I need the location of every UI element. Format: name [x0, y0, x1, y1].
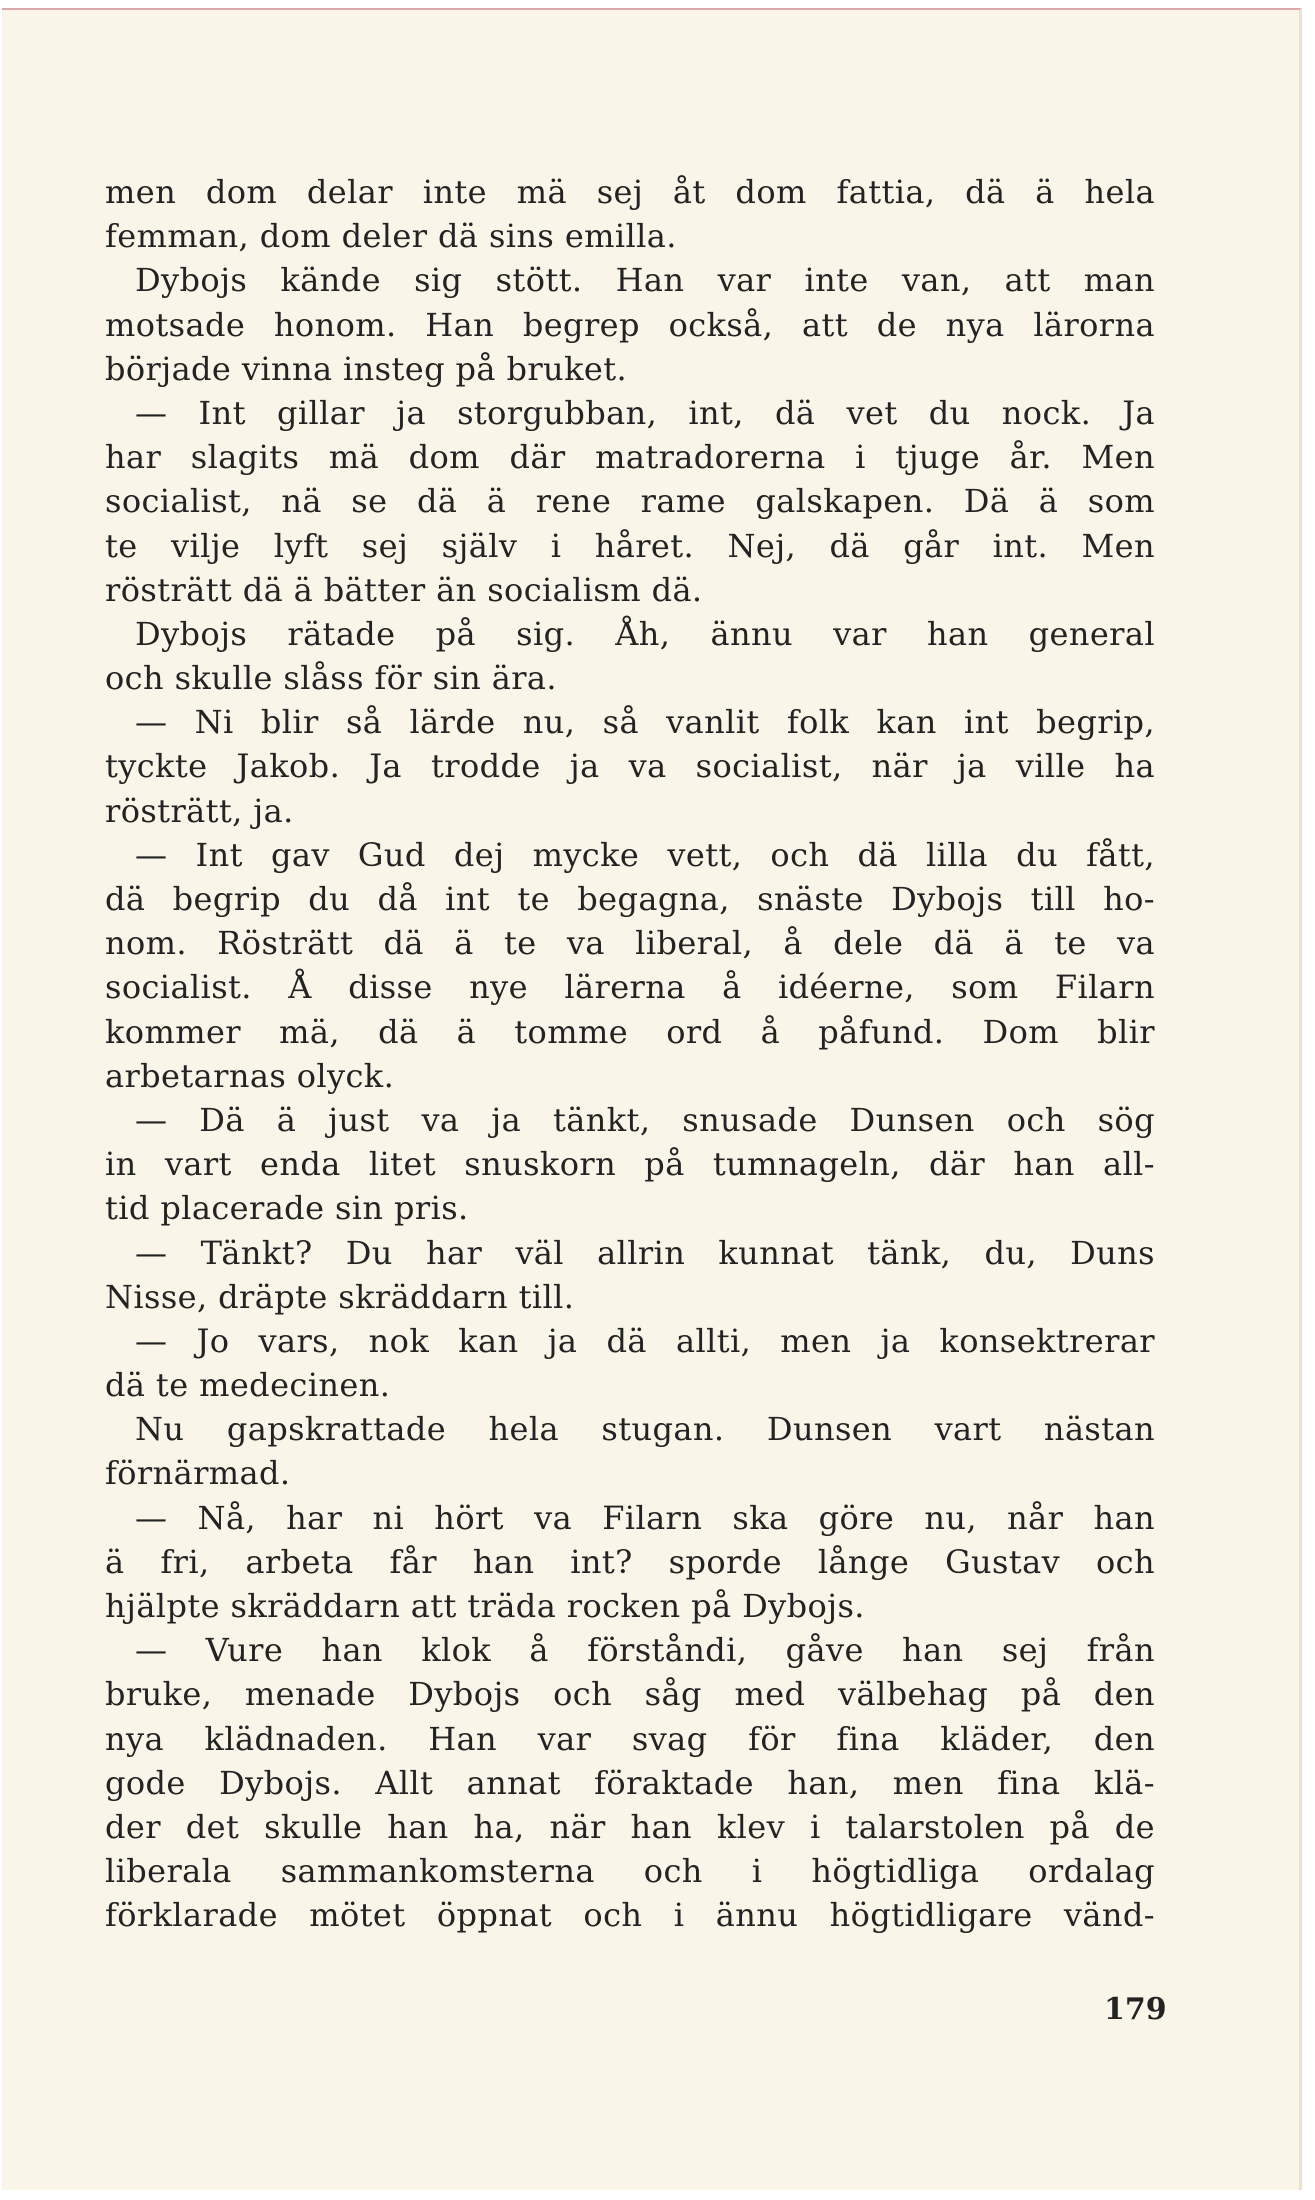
text-line: — Ni blir så lärde nu, så vanlit folk kan int begrip, — [135, 703, 1155, 742]
text-line: tid placerade sin pris. — [105, 1189, 469, 1228]
text-line: dä begrip du då int te begagna, snäste Dybojs till ho- — [105, 880, 1155, 918]
text-line: började vinna insteg på bruket. — [105, 349, 628, 388]
text-line: femman, dom deler dä sins emilla. — [105, 217, 677, 256]
text-line: har slagits mä dom där matradorerna i tjuge år. Men — [105, 438, 1155, 477]
text-line: — Jo vars, nok kan ja dä allti, men ja konsektrerar — [135, 1321, 1155, 1360]
text-line: — Int gav Gud dej mycke vett, och dä lilla du fått, — [135, 835, 1155, 874]
text-line: te vilje lyft sej själv i håret. Nej, dä går int. Men — [105, 526, 1155, 565]
text-line: Nisse, dräpte skräddarn till. — [105, 1277, 575, 1316]
text-line: socialist. Å disse nye lärerna å idéerne, som Filarn — [105, 968, 1155, 1007]
text-line: liberala sammankomsterna och i högtidliga ordalag — [105, 1852, 1155, 1891]
text-line: — Tänkt? Du har väl allrin kunnat tänk, du, Duns — [135, 1233, 1155, 1272]
text-line: — Int gillar ja storgubban, int, dä vet du nock. Ja — [135, 393, 1155, 432]
text-line: — Dä ä just va ja tänkt, snusade Dunsen och sög — [135, 1100, 1155, 1139]
text-line: rösträtt, ja. — [105, 791, 294, 830]
text-line: kommer mä, dä ä tomme ord å påfund. Dom blir — [105, 1012, 1155, 1051]
text-line: Dybojs kände sig stött. Han var inte van, att man — [135, 261, 1155, 300]
page-number: 179 — [1104, 1992, 1167, 2027]
text-line: nya klädnaden. Han var svag för fina kläder, den — [105, 1719, 1155, 1758]
text-line: tyckte Jakob. Ja trodde ja va socialist, när ja ville ha — [105, 747, 1155, 786]
text-line: förklarade mötet öppnat och i ännu högtidligare vänd- — [105, 1896, 1155, 1935]
text-line: nom. Rösträtt dä ä te va liberal, å dele dä ä te va — [105, 924, 1155, 963]
text-line: in vart enda litet snuskorn på tumnageln, där han all- — [105, 1145, 1155, 1184]
text-line: hjälpte skräddarn att träda rocken på Dybojs. — [105, 1587, 865, 1625]
text-line: ä fri, arbeta får han int? sporde långe Gustav och — [105, 1542, 1155, 1581]
text-line: arbetarnas olyck. — [105, 1056, 395, 1095]
text-line: rösträtt dä ä bätter än socialism dä. — [105, 570, 703, 609]
text-line: och skulle slåss för sin ära. — [105, 659, 557, 698]
book-page — [2, 8, 1302, 2190]
text-line: dä te medecinen. — [105, 1366, 391, 1405]
text-line: gode Dybojs. Allt annat föraktade han, men fina klä- — [105, 1763, 1155, 1802]
text-line: förnärmad. — [105, 1454, 291, 1493]
text-line: Nu gapskrattade hela stugan. Dunsen vart nästan — [135, 1410, 1155, 1449]
body-text — [105, 170, 1155, 1938]
text-line: bruke, menade Dybojs och såg med välbehag på den — [105, 1675, 1155, 1714]
text-line: motsade honom. Han begrep också, att de nya lärorna — [105, 305, 1155, 344]
text-line: Dybojs rätade på sig. Åh, ännu var han general — [135, 614, 1155, 653]
text-line: der det skulle han ha, när han klev i talarstolen på de — [105, 1807, 1155, 1846]
text-line: socialist, nä se dä ä rene rame galskapen. Dä ä som — [105, 482, 1155, 521]
text-line: men dom delar inte mä sej åt dom fattia, dä ä hela — [105, 173, 1155, 211]
text-line: — Nå, har ni hört va Filarn ska göre nu, når han — [135, 1498, 1155, 1537]
text-line: — Vure han klok å förståndi, gåve han sej från — [135, 1631, 1155, 1670]
